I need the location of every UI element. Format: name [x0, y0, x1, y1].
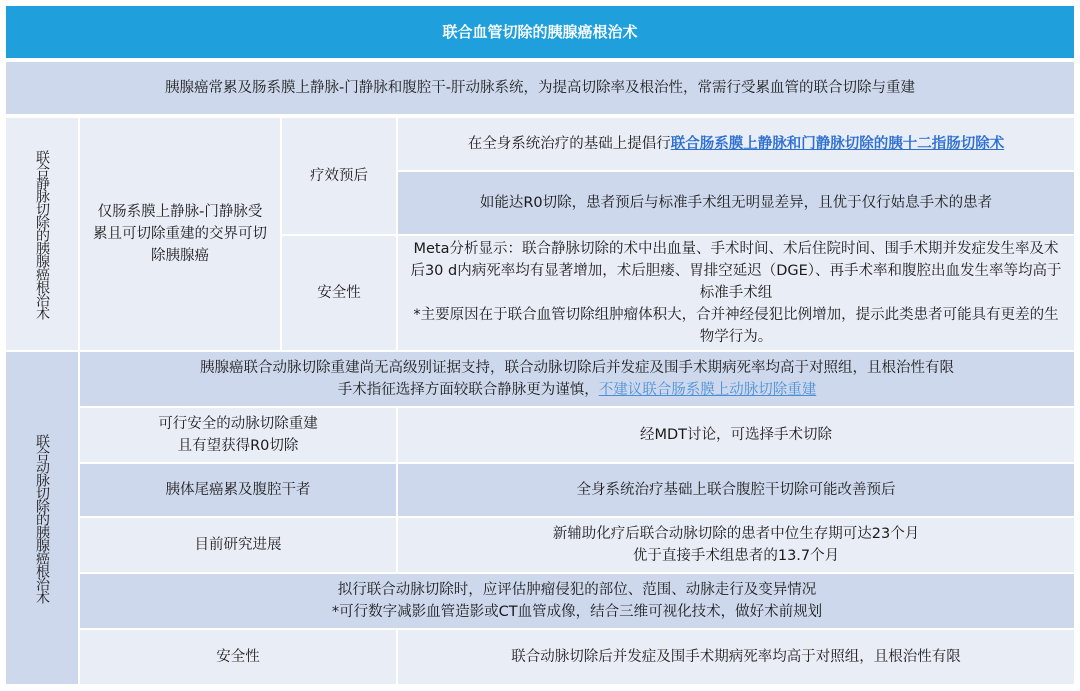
venous-safety-label: 安全性: [282, 236, 396, 350]
venous-indication-text: 仅肠系膜上静脉-门静脉受累且可切除重建的交界可切除胰腺癌: [93, 204, 267, 264]
arterial-summary-2-link[interactable]: 不建议联合肠系膜上动脉切除重建: [598, 382, 817, 398]
venous-efficacy-1-prefix: 在全身系统治疗的基础上提倡行: [467, 136, 671, 152]
arterial-safety-content: 联合动脉切除后并发症及围手术期病死率均高于对照组，且根治性有限: [398, 630, 1074, 684]
arterial-summary: [80, 352, 1074, 406]
venous-safety-content: [398, 236, 1074, 350]
arterial-evaluation: [80, 574, 1074, 628]
arterial-row-3-content: [398, 518, 1074, 572]
arterial-row-3-label: 目前研究进展: [80, 518, 396, 572]
arterial-row-2-content: 全身系统治疗基础上联合腹腔干切除可能改善预后: [398, 464, 1074, 516]
arterial-safety-label: 安全性: [80, 630, 396, 684]
arterial-row-2-label: 胰体尾癌累及腹腔干者: [80, 464, 396, 516]
arterial-eval-1: 拟行联合动脉切除时，应评估肿瘤侵犯的部位、范围、动脉走行及变异情况: [337, 582, 817, 598]
arterial-row-1-content: 经MDT讨论，可选择手术切除: [398, 408, 1074, 462]
intro-text: 胰腺癌常累及肠系膜上静脉-门静脉和腹腔干-肝动脉系统，为提高切除率及根治性，常需行受累血管的联合切除与重建: [6, 62, 1074, 114]
arterial-row-1-label-line1: 可行安全的动脉切除重建: [158, 416, 318, 432]
arterial-eval-2: *可行数字减影血管造影或CT血管成像，结合三维可视化技术，做好术前规划: [331, 604, 823, 620]
arterial-side-label: 联合动脉切除的胰腺癌根治术: [6, 352, 78, 684]
arterial-row-1-label: [80, 408, 396, 462]
arterial-summary-2-prefix: 手术指征选择方面较联合静脉更为谨慎，: [337, 382, 599, 398]
arterial-row-3-content-line1: 新辅助化疗后联合动脉切除的患者中位生存期可达23个月: [552, 526, 920, 542]
venous-efficacy-1-link[interactable]: 联合肠系膜上静脉和门静脉切除的胰十二指肠切除术: [670, 136, 1005, 152]
arterial-row-1-label-line2: 且有望获得R0切除: [177, 438, 299, 454]
venous-efficacy-label: 疗效预后: [282, 118, 396, 234]
venous-side-label: 联合静脉切除的胰腺癌根治术: [6, 118, 78, 350]
arterial-row-3-content-line2: 优于直接手术组患者的13.7个月: [632, 548, 840, 564]
venous-safety-2: *主要原因在于联合血管切除组肿瘤体积大，合并神经侵犯比例增加，提示此类患者可能具有更差的生物学行为。: [413, 307, 1059, 345]
venous-efficacy-2: 如能达R0切除，患者预后与标准手术组无明显差异，且优于仅行姑息手术的患者: [398, 172, 1074, 234]
table-title: 联合血管切除的胰腺癌根治术: [6, 6, 1074, 58]
arterial-summary-1: 胰腺癌联合动脉切除重建尚无高级别证据支持，联合动脉切除后并发症及围手术期病死率均高于对照组，且根治性有限: [200, 360, 954, 376]
venous-efficacy-1: [398, 118, 1074, 170]
venous-indication: [80, 118, 280, 350]
venous-safety-1: Meta分析显示：联合静脉切除的术中出血量、手术时间、术后住院时间、围手术期并发症发生率及术后30 d内病死率均有显著增加，术后胆瘘、胃排空延迟（DGE）、再手术率和腹腔出血发生率等均高于标准手术组: [410, 241, 1062, 301]
